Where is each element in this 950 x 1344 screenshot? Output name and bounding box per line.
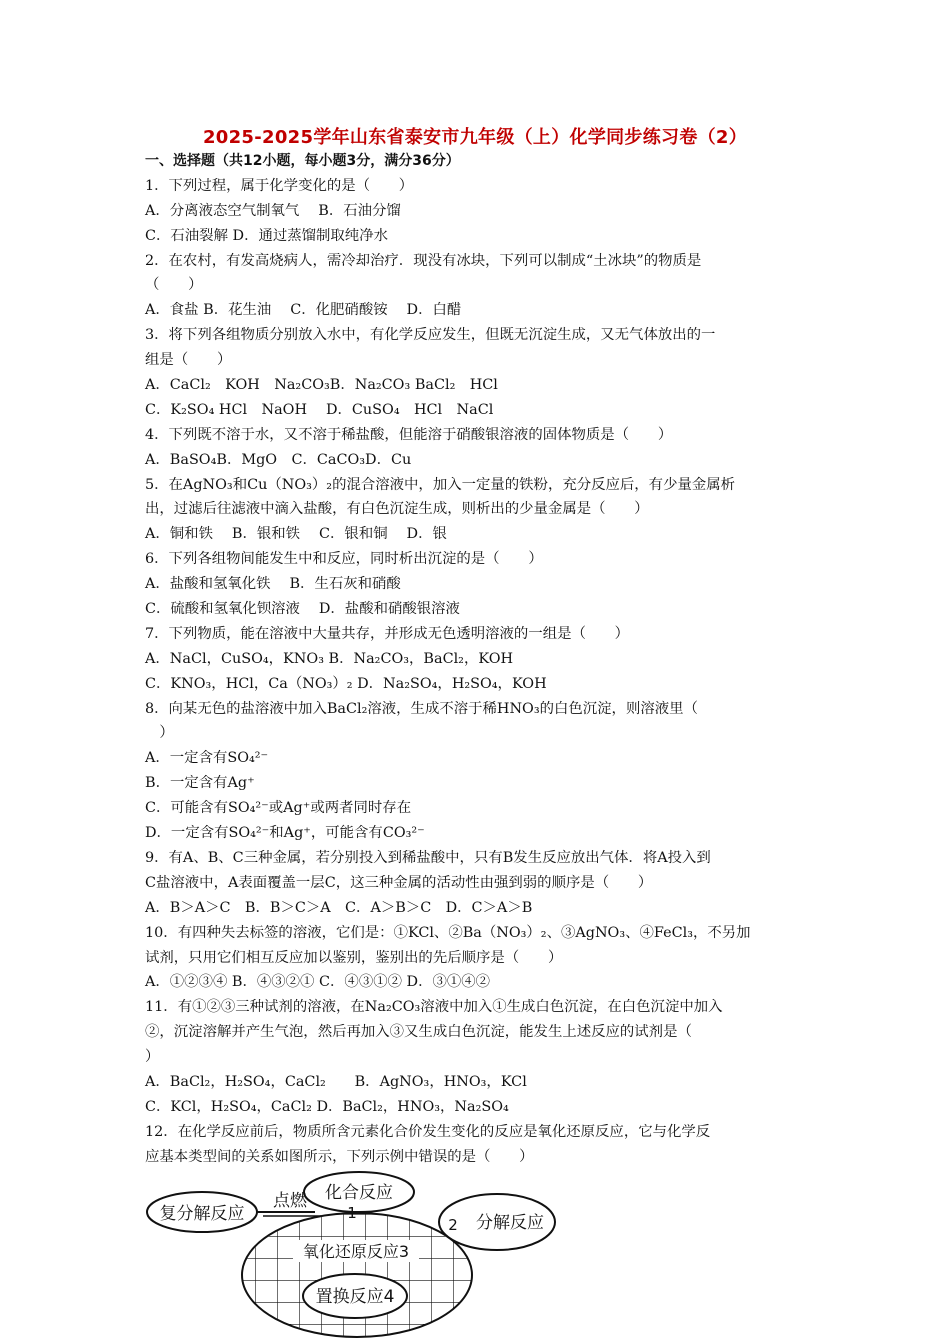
text-line: 1．下列过程，属于化学变化的是（ ）	[145, 177, 414, 194]
section-heading: 一、选择题（共12小题，每小题3分，满分36分）	[145, 153, 460, 169]
diagram-label-decomposition: 分解反应	[476, 1213, 544, 1233]
text-line: A．铜和铁 B．银和铁 C．银和铜 D．银	[145, 526, 447, 543]
text-line: 5．在AgNO₃和Cu（NO₃）₂的混合溶液中，加入一定量的铁粉，充分反应后，有少量金属析	[145, 476, 736, 493]
text-line: C．KCl，H₂SO₄，CaCl₂ D．BaCl₂，HNO₃，Na₂SO₄	[145, 1098, 509, 1115]
text-line: ）	[145, 725, 174, 742]
text-line: （ ）	[145, 277, 203, 294]
text-line: 出，过滤后往滤液中滴入盐酸，有白色沉淀生成，则析出的少量金属是（ ）	[145, 501, 649, 518]
diagram-label-region-2: 2	[448, 1216, 458, 1234]
text-line: ②，沉淀溶解并产生气泡，然后再加入③又生成白色沉淀，能发生上述反应的试剂是（	[145, 1024, 692, 1041]
text-line: 11．有①②③三种试剂的溶液，在Na₂CO₃溶液中加入①生成白色沉淀，在白色沉淀中加入	[145, 999, 723, 1016]
text-line: A．NaCl，CuSO₄，KNO₃ B．Na₂CO₃，BaCl₂，KOH	[145, 650, 514, 667]
text-line: 组是（ ）	[145, 352, 232, 369]
text-line: C．K₂SO₄ HCl NaOH D．CuSO₄ HCl NaCl	[145, 401, 494, 418]
text-line: D．一定含有SO₄²⁻和Ag⁺，可能含有CO₃²⁻	[145, 825, 425, 842]
text-line: B．一定含有Ag⁺	[145, 775, 255, 792]
text-line: A．一定含有SO₄²⁻	[145, 750, 269, 767]
document-title: 2025-2025学年山东省泰安市九年级（上）化学同步练习卷（2）	[202, 127, 748, 148]
diagram-label-double-decomposition: 复分解反应	[159, 1204, 245, 1224]
text-line: C．KNO₃，HCl，Ca（NO₃）₂ D．Na₂SO₄，H₂SO₄，KOH	[145, 675, 547, 692]
text-line: C盐溶液中，A表面覆盖一层C，这三种金属的活动性由强到弱的顺序是（ ）	[145, 874, 653, 891]
text-line: A．B＞A＞C B．B＞C＞A C．A＞B＞C D．C＞A＞B	[145, 899, 533, 916]
text-line: A．①②③④ B．④③②① C．④③①② D．③①④②	[145, 974, 491, 991]
text-line: A．分离液态空气制氧气 B．石油分馏	[145, 202, 401, 219]
diagram-label-ignite: 点燃	[273, 1191, 307, 1211]
text-line: C．石油裂解 D．通过蒸馏制取纯净水	[145, 227, 388, 244]
text-line: 12．在化学反应前后，物质所含元素化合价发生变化的反应是氧化还原反应，它与化学反	[145, 1123, 711, 1140]
reaction-type-diagram	[145, 1170, 565, 1340]
text-line: A．盐酸和氢氧化铁 B．生石灰和硝酸	[145, 576, 401, 593]
text-line: ）	[145, 1049, 160, 1066]
text-line: 应基本类型间的关系如图所示，下列示例中错误的是（ ）	[145, 1148, 534, 1165]
text-line: A．CaCl₂ KOH Na₂CO₃B．Na₂CO₃ BaCl₂ HCl	[145, 377, 498, 394]
question-body	[145, 149, 815, 1170]
text-line: C．可能含有SO₄²⁻或Ag⁺或两者同时存在	[145, 800, 412, 817]
diagram-label-region-1: 1	[347, 1204, 357, 1222]
text-line: 试剂，只用它们相互反应加以鉴别，鉴别出的先后顺序是（ ）	[145, 949, 563, 966]
text-line: 9．有A、B、C三种金属，若分别投入到稀盐酸中，只有B发生反应放出气体．将A投入到	[145, 849, 711, 866]
diagram-label-combination: 化合反应	[325, 1183, 393, 1203]
text-line: 10．有四种失去标签的溶液，它们是：①KCl、②Ba（NO₃）₂、③AgNO₃、④FeCl₃，不另加	[145, 924, 751, 941]
diagram-label-displacement: 置换反应4	[315, 1287, 395, 1307]
text-line: 8．向某无色的盐溶液中加入BaCl₂溶液，生成不溶于稀HNO₃的白色沉淀，则溶液里（	[145, 700, 698, 717]
text-line: 6．下列各组物间能发生中和反应，同时析出沉淀的是（ ）	[145, 551, 543, 568]
text-line: 3．将下列各组物质分别放入水中，有化学反应发生，但既无沉淀生成，又无气体放出的一	[145, 327, 716, 344]
diagram-label-redox: 氧化还原反应3	[302, 1242, 410, 1261]
text-line: 4．下列既不溶于水，又不溶于稀盐酸，但能溶于硝酸银溶液的固体物质是（ ）	[145, 426, 673, 443]
text-line: A．BaSO₄B．MgO C．CaCO₃D．Cu	[145, 451, 412, 468]
text-line: 7．下列物质，能在溶液中大量共存，并形成无色透明溶液的一组是（ ）	[145, 625, 630, 642]
text-line: A．食盐 B．花生油 C．化肥硝酸铵 D．白醋	[145, 302, 462, 319]
text-line: C．硫酸和氢氧化钡溶液 D．盐酸和硝酸银溶液	[145, 601, 460, 618]
text-line: 2．在农村，有发高烧病人，需冷却治疗．现没有冰块，下列可以制成“土冰块”的物质是	[145, 252, 702, 269]
text-line: A．BaCl₂，H₂SO₄，CaCl₂ B．AgNO₃，HNO₃，KCl	[145, 1073, 527, 1090]
